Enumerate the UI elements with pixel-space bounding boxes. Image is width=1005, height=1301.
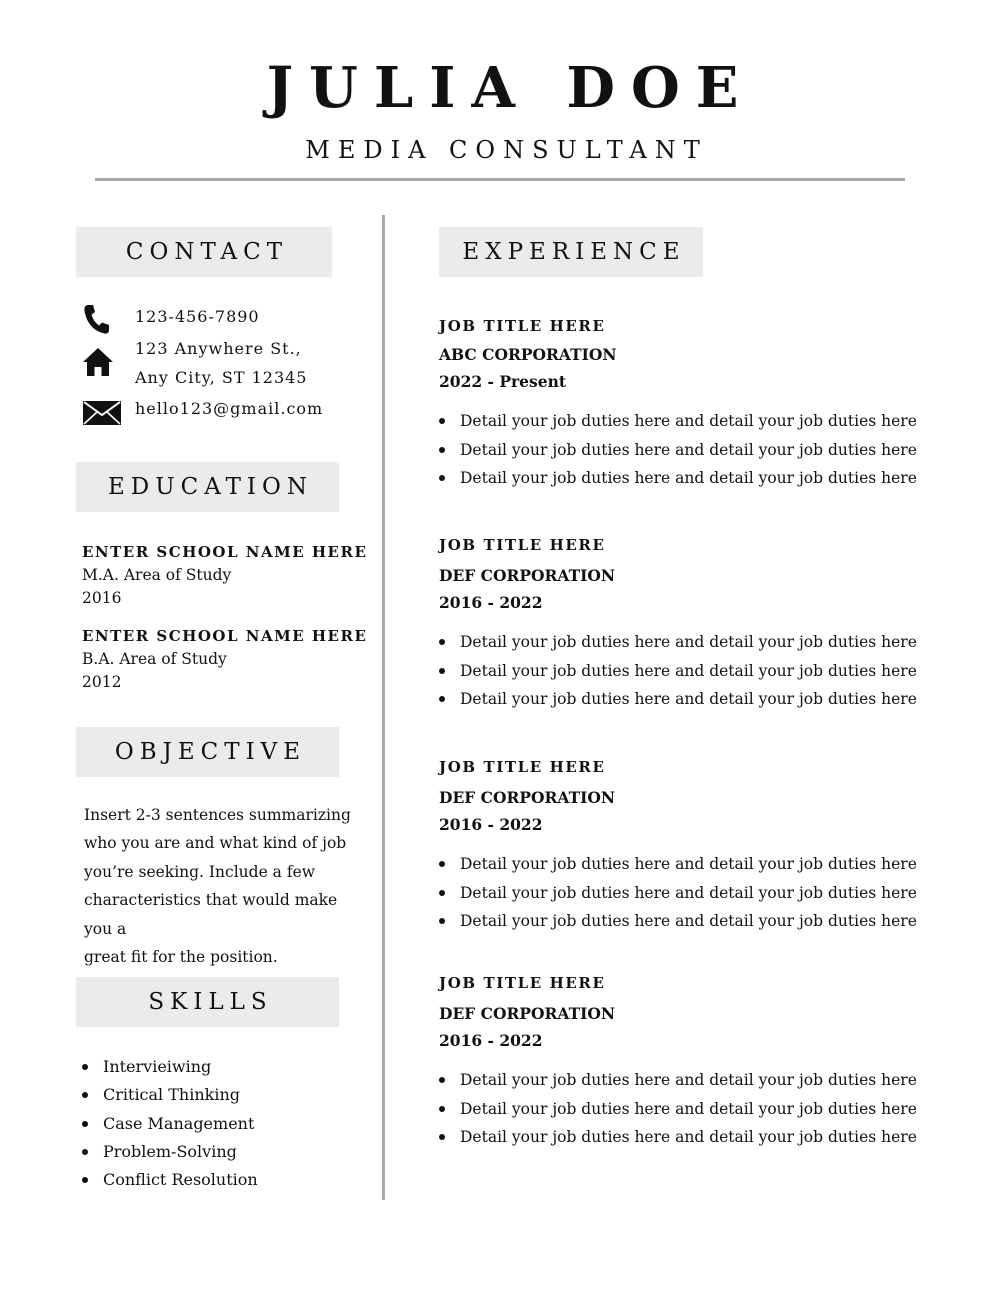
objective-line: who you are and what kind of job — [84, 834, 347, 853]
mail-icon — [82, 398, 122, 428]
job-title: JOB TITLE HERE — [439, 317, 606, 335]
objective-line: characteristics that would make you a — [84, 891, 338, 938]
duty-item: Detail your job duties here and detail your job duties here — [439, 907, 919, 936]
job-title: JOB TITLE HERE — [439, 536, 606, 554]
experience-entry — [439, 972, 919, 1152]
job-dates: 2016 - 2022 — [439, 815, 543, 834]
skills-list — [82, 1053, 258, 1194]
objective-text — [84, 801, 369, 971]
duty-item: Detail your job duties here and detail your job duties here — [439, 464, 919, 493]
duty-item: Detail your job duties here and detail your job duties here — [439, 1123, 919, 1152]
duty-item: Detail your job duties here and detail your job duties here — [439, 1095, 919, 1124]
resume-title: MEDIA CONSULTANT — [305, 136, 708, 164]
resume-name: JULIA DOE — [266, 55, 755, 121]
objective-line: you’re seeking. Include a few — [84, 862, 316, 881]
duty-item: Detail your job duties here and detail your job duties here — [439, 657, 919, 686]
home-icon — [82, 347, 122, 377]
objective-heading: OBJECTIVE — [76, 727, 339, 777]
column-divider — [382, 215, 385, 1200]
company-name: DEF CORPORATION — [439, 788, 616, 807]
skill-item: Intervieiwing — [82, 1053, 258, 1081]
company-name: DEF CORPORATION — [439, 566, 616, 585]
job-title: JOB TITLE HERE — [439, 974, 606, 992]
duty-item: Detail your job duties here and detail your job duties here — [439, 1066, 919, 1095]
degree: B.A. Area of Study — [82, 650, 227, 668]
duty-item: Detail your job duties here and detail your job duties here — [439, 879, 919, 908]
education-heading: EDUCATION — [76, 462, 339, 512]
skill-item: Critical Thinking — [82, 1081, 258, 1109]
skills-heading: SKILLS — [76, 977, 339, 1027]
duty-item: Detail your job duties here and detail your job duties here — [439, 628, 919, 657]
company-name: ABC CORPORATION — [439, 345, 617, 364]
job-title: JOB TITLE HERE — [439, 758, 606, 776]
education-entry — [82, 540, 372, 610]
experience-entry — [439, 315, 919, 493]
email-row — [82, 398, 122, 428]
email-address: hello123@gmail.com — [135, 399, 324, 418]
skill-item: Conflict Resolution — [82, 1166, 258, 1194]
graduation-year: 2012 — [82, 673, 122, 691]
objective-line: great fit for the position. — [84, 948, 278, 967]
school-name: ENTER SCHOOL NAME HERE — [82, 627, 368, 645]
education-entry — [82, 624, 372, 694]
duty-item: Detail your job duties here and detail your job duties here — [439, 407, 919, 436]
phone-icon — [82, 304, 122, 334]
experience-entry — [439, 534, 919, 714]
address-line-2: Any City, ST 12345 — [135, 368, 308, 387]
duty-list — [439, 628, 919, 714]
duty-item: Detail your job duties here and detail your job duties here — [439, 685, 919, 714]
objective-line: Insert 2-3 sentences summarizing — [84, 806, 351, 824]
header-divider — [95, 178, 905, 181]
duty-item: Detail your job duties here and detail your job duties here — [439, 850, 919, 879]
job-dates: 2016 - 2022 — [439, 593, 543, 612]
school-name: ENTER SCHOOL NAME HERE — [82, 543, 368, 561]
job-dates: 2022 - Present — [439, 372, 567, 391]
company-name: DEF CORPORATION — [439, 1004, 616, 1023]
job-dates: 2016 - 2022 — [439, 1031, 543, 1050]
duty-list — [439, 407, 919, 493]
phone-number: 123-456-7890 — [135, 307, 260, 326]
graduation-year: 2016 — [82, 589, 122, 607]
phone-row — [82, 304, 122, 334]
experience-entry — [439, 756, 919, 936]
contact-heading: CONTACT — [76, 227, 332, 277]
duty-list — [439, 850, 919, 936]
duty-item: Detail your job duties here and detail your job duties here — [439, 436, 919, 465]
degree: M.A. Area of Study — [82, 566, 232, 584]
skill-item: Case Management — [82, 1110, 258, 1138]
duty-list — [439, 1066, 919, 1152]
address-row — [82, 347, 122, 377]
experience-heading: EXPERIENCE — [439, 227, 703, 277]
address-line-1: 123 Anywhere St., — [135, 339, 302, 358]
skill-item: Problem-Solving — [82, 1138, 258, 1166]
